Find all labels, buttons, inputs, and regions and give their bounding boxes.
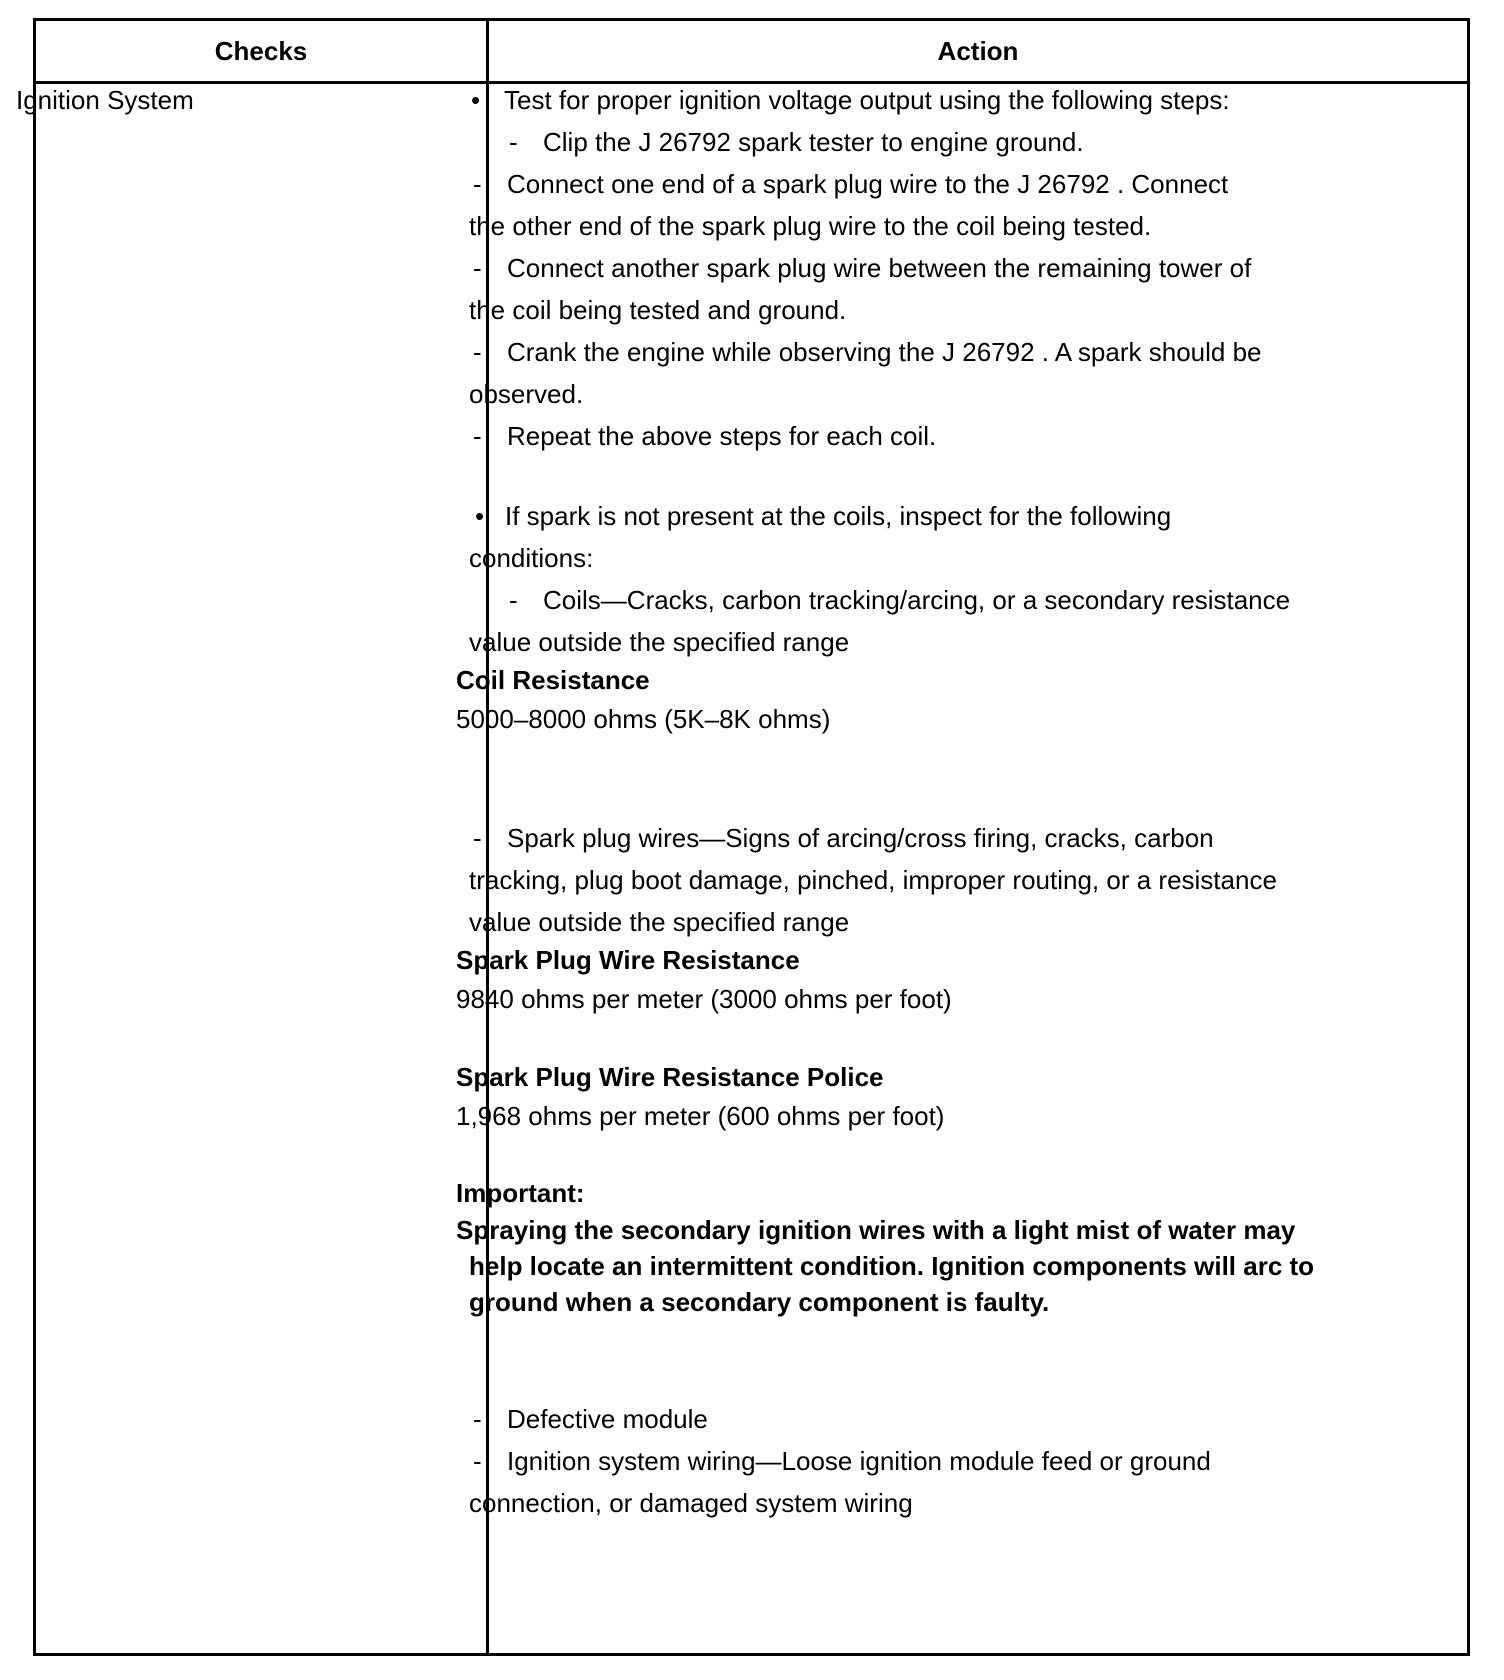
action-line-28 bbox=[473, 1445, 1211, 1477]
dash-marker: - bbox=[473, 337, 482, 367]
action-line-8: observed. bbox=[469, 379, 584, 409]
action-text: Repeat the above steps for each coil. bbox=[507, 421, 937, 451]
important-note-line-1: Spraying the secondary ignition wires with a light mist of water may bbox=[456, 1215, 1296, 1245]
action-line-3 bbox=[473, 168, 1229, 200]
action-line-6: the coil being tested and ground. bbox=[469, 295, 847, 325]
column-divider bbox=[486, 21, 489, 1653]
action-line-12 bbox=[509, 584, 1291, 616]
dash-marker: - bbox=[473, 1404, 482, 1434]
action-line-16 bbox=[473, 822, 1214, 854]
action-line-29: connection, or damaged system wiring bbox=[469, 1488, 913, 1518]
action-line-1 bbox=[471, 84, 1230, 116]
action-text: Connect another spark plug wire between the remaining tower of bbox=[507, 253, 1252, 283]
action-text: Clip the J 26792 spark tester to engine ground. bbox=[543, 127, 1084, 157]
action-line-2 bbox=[509, 126, 1084, 158]
action-line-27 bbox=[473, 1403, 708, 1435]
action-line-9 bbox=[473, 420, 937, 452]
dash-marker: - bbox=[473, 421, 482, 451]
header-checks: Checks bbox=[214, 36, 308, 66]
dash-marker: - bbox=[473, 169, 482, 199]
action-text: Crank the engine while observing the J 26792 . A spark should be bbox=[507, 337, 1262, 367]
action-text: Connect one end of a spark plug wire to the J 26792 . Connect bbox=[507, 169, 1229, 199]
action-text: If spark is not present at the coils, inspect for the following bbox=[505, 501, 1172, 531]
dash-marker: - bbox=[509, 585, 518, 615]
header-action: Action bbox=[937, 36, 1019, 66]
action-line-18: value outside the specified range bbox=[469, 907, 850, 937]
dash-marker: - bbox=[473, 823, 482, 853]
bullet-marker: • bbox=[475, 501, 485, 531]
police-resistance-value: 1,968 ohms per meter (600 ohms per foot) bbox=[456, 1101, 945, 1131]
action-text: Ignition system wiring—Loose ignition module feed or ground bbox=[507, 1446, 1211, 1476]
action-text: Defective module bbox=[507, 1404, 708, 1434]
dash-marker: - bbox=[473, 1446, 482, 1476]
bullet-marker: • bbox=[471, 85, 481, 115]
dash-marker: - bbox=[473, 253, 482, 283]
action-line-5 bbox=[473, 252, 1252, 284]
action-text: Test for proper ignition voltage output using the following steps: bbox=[504, 85, 1230, 115]
action-text: Coils—Cracks, carbon tracking/arcing, or a secondary resistance bbox=[543, 585, 1291, 615]
action-line-13: value outside the specified range bbox=[469, 627, 850, 657]
coil-resistance-label: Coil Resistance bbox=[456, 665, 650, 695]
action-line-10 bbox=[475, 500, 1172, 532]
spark-plug-wire-resistance-label: Spark Plug Wire Resistance bbox=[456, 945, 800, 975]
dash-marker: - bbox=[509, 127, 518, 157]
spark-plug-wire-resistance-value: 9840 ohms per meter (3000 ohms per foot) bbox=[456, 984, 952, 1014]
action-text: Spark plug wires—Signs of arcing/cross firing, cracks, carbon bbox=[507, 823, 1214, 853]
police-resistance-label: Spark Plug Wire Resistance Police bbox=[456, 1062, 884, 1092]
coil-resistance-value: 5000–8000 ohms (5K–8K ohms) bbox=[456, 704, 831, 734]
important-label: Important: bbox=[456, 1178, 585, 1208]
important-note-line-2: help locate an intermittent condition. Ignition components will arc to bbox=[469, 1251, 1315, 1281]
action-line-11: conditions: bbox=[469, 543, 594, 573]
check-ignition-system: Ignition System bbox=[16, 85, 194, 115]
action-line-17: tracking, plug boot damage, pinched, improper routing, or a resistance bbox=[469, 865, 1277, 895]
action-line-7 bbox=[473, 336, 1262, 368]
action-line-4: the other end of the spark plug wire to the coil being tested. bbox=[469, 211, 1152, 241]
important-note-line-3: ground when a secondary component is faulty. bbox=[469, 1287, 1050, 1317]
